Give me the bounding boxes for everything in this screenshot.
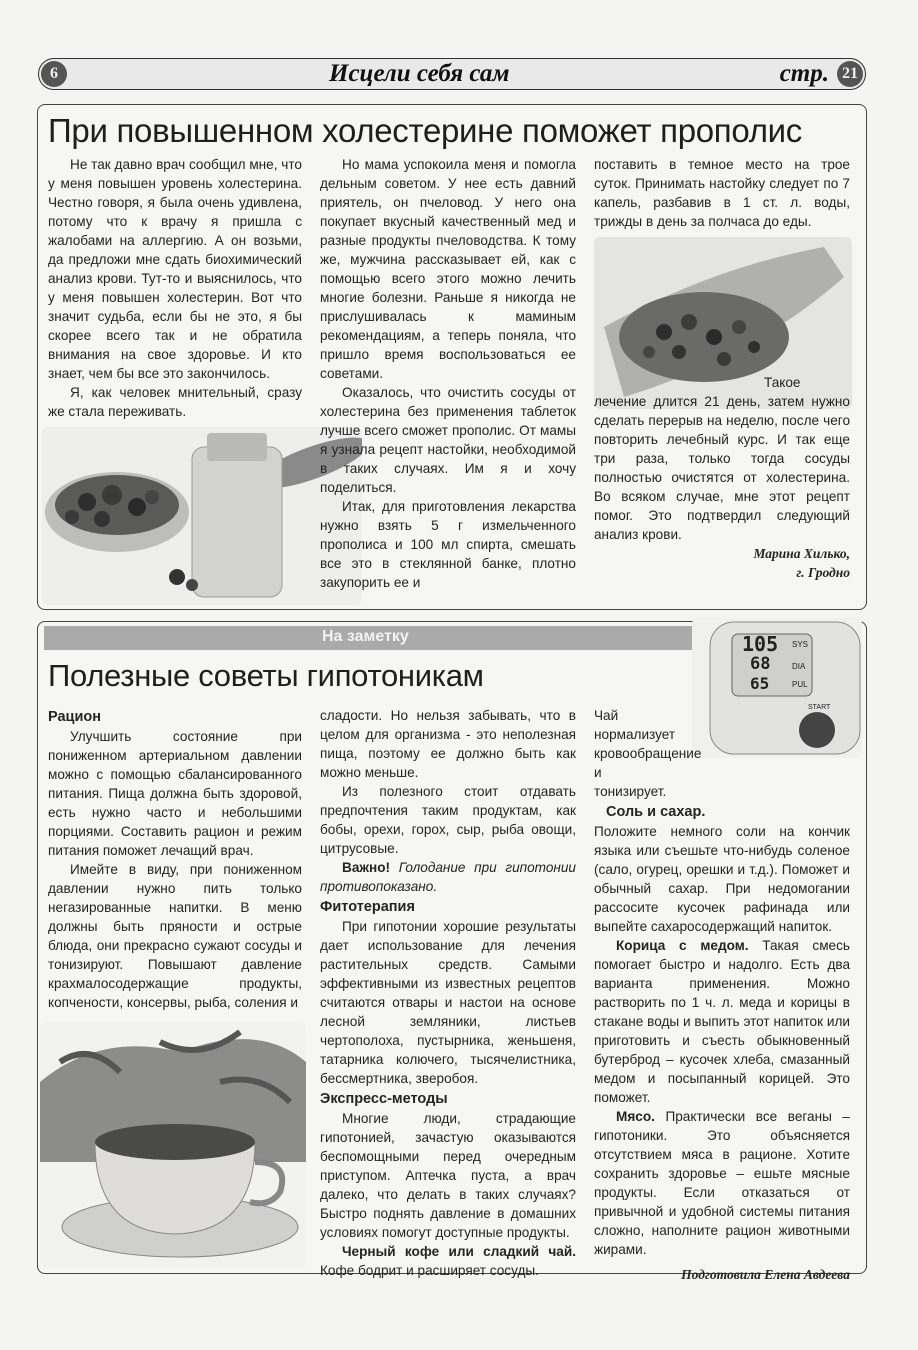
monitor-pul-value: 65 — [750, 674, 770, 693]
paragraph: Многие люди, страдающие гипотонией, зачастую оказываются беспомощными перед очередным приступом. Аптечка пуста, а врач далеко, что делать в таких случаях? Быстро поднять давление в домашних условиях помогут доступные продукты. — [320, 1111, 576, 1240]
important-text: Голодание при гипотонии противопоказано. — [320, 860, 576, 894]
propolis-image — [42, 427, 362, 605]
article-column-3 — [594, 155, 850, 231]
important-label: Важно! — [342, 860, 391, 875]
page-number-left: 6 — [41, 61, 67, 87]
monitor-sys-value: 105 — [742, 632, 779, 656]
paragraph: сладости. Но нельзя забывать, что в целом для организма - это неполезная пища, поэтому ее должно быть как можно меньше. — [320, 708, 576, 780]
cinnamon-tip — [594, 936, 850, 1107]
paragraph: поставить в темное место на трое суток. Принимать настойку следует по 7 капель, разбавив в 1 ст. л. воды, трижды в день за полчаса до еды. — [594, 157, 850, 229]
herbal-tea-image — [40, 1022, 306, 1268]
monitor-start-label: START — [808, 704, 831, 711]
paragraph: Оказалось, что очистить сосуды от холестерина без применения таблеток лучше всего сможет прополис. От мамы я узнала рецепт настойки, необходимой в таких случаях. Им я и хочу поделиться. — [320, 385, 576, 495]
page-number-right: 21 — [837, 61, 863, 87]
coffee-label: Черный кофе или сладкий чай. — [342, 1244, 576, 1259]
page-header — [38, 58, 866, 90]
paragraph: При гипотонии хорошие результаты дает использование для лечения растительных средств. Самыми эффективными из известных рецептов считаются отвары и настои на основе лесной земляники, листьев чертополоха, пустырника, женьшеня, татарника колючего, тысячелистника, бессмертника, зверобоя. — [320, 919, 576, 1086]
section-heading-salt: Соль и сахар. — [606, 804, 706, 820]
coffee-text: Кофе бодрит и расширяет сосуды. — [320, 1263, 539, 1278]
monitor-dia-value: 68 — [750, 654, 771, 674]
meat-tip — [594, 1107, 850, 1259]
article-column-2 — [320, 706, 576, 1280]
page-label: стр. — [779, 60, 829, 87]
coffee-tip — [320, 1242, 576, 1280]
meat-text: Практически все веганы – гипотоники. Это объясняется отсутствием мяса в рационе. Хотите сохранить здоровье – ешьте мясные продукты. Если отказаться от привычной и удобной системы питания сложно, наполните рацион животными жирами. — [594, 1109, 850, 1257]
monitor-sys-label: SYS — [792, 640, 809, 649]
paragraph: Итак, для приготовления лекарства нужно взять 5 г измельченного прополиса и 100 мл спирта, смешать все это в стеклянной банке, плотно закупорить ее и — [320, 499, 576, 590]
article-propolis — [37, 104, 867, 610]
article-title: Полезные советы гипотоникам — [48, 658, 484, 693]
cinnamon-text: Такая смесь помогает быстро и надолго. Есть два варианта применения. Можно растворить по 1 ч. л. меда и корицы в стакане воды и выпить этот напиток или приготовить и съесть обыкновенный бутерброд – кусочек хлеба, смазанный медом и посыпанный корицей. Это поможет. — [594, 938, 850, 1105]
monitor-pul-label: PUL — [792, 680, 808, 689]
section-label: На заметку — [322, 628, 409, 645]
article-hypotension — [37, 621, 867, 1282]
section-heading-phyto: Фитотерапия — [320, 899, 415, 915]
monitor-dia-label: DIA — [792, 662, 806, 671]
meat-label: Мясо. — [616, 1109, 655, 1124]
paragraph: Такое лечение длится 21 день, затем нужно сделать перерыв на неделю, после чего повторить лечебный курс. И так еще три раза, только тогда сосуды полностью очистятся от холестерина. Во всяком случае, мне этот рецепт помог. Это подтвердил следующий анализ крови. — [594, 375, 850, 542]
paragraph: Улучшить состояние при пониженном артериальном давлении можно с помощью сбалансированного питания. Пища должна быть здоровой, есть нужно часто и небольшими порциями. Составить рацион и режим питания поможет лечащий врач. — [48, 729, 302, 858]
paragraph: Имейте в виду, при пониженном давлении нужно пить только негазированные напитки. В меню должны быть пряности и острые блюда, они прекрасно сужают сосуды и тонизируют. Повышают давление крахмалосодержащие продукты, копчености, консервы, рыба, соления и — [48, 862, 302, 1010]
cinnamon-label: Корица с медом. — [616, 938, 749, 953]
article-column-1 — [48, 155, 302, 421]
article-column-1 — [48, 706, 302, 1012]
paragraph: Чай нормализует кровообращение и тонизирует. — [594, 708, 702, 799]
section-heading-ration: Рацион — [48, 709, 101, 725]
paragraph: Я, как человек мнительный, сразу же стала переживать. — [48, 385, 302, 419]
article-title: При повышенном холестерине поможет прополис — [48, 112, 802, 149]
rubric-title: Исцели себя сам — [329, 60, 510, 87]
paragraph: Не так давно врач сообщил мне, что у меня повышен уровень холестерина. Честно говоря, я была очень удивлена, потому что к врачу я пришла с жалобами на аллергию. А он возьми, да предложи мне сдать биохимический анализ крови. Тут-то и выяснилось, что у меня повышен холестерин. Вот что значит судьба, если бы не это, я бы скорее всего так и не обратила внимания на свое здоровье. И кто знает, чем бы все это закончилось. — [48, 157, 302, 381]
article-column-2 — [320, 155, 576, 592]
paragraph: Из полезного стоит отдавать предпочтения таким продуктам, как бобы, орехи, горох, сыр, рыба овощи, цитрусовые. — [320, 784, 576, 856]
author-signature: Подготовила Елена Авдеева — [681, 1267, 850, 1282]
paragraph: Положите немного соли на кончик языка или съешьте что-нибудь соленое (сало, огурец, орешки и т.д.). Поможет и обычный сахар. При недомогании рассосите кусочек рафинада или выпейте сахаросодержащий напиток. — [594, 824, 850, 934]
paragraph: Но мама успокоила меня и помогла дельным советом. У нее есть давний приятель, он пчеловод. У него она покупает вкусный качественный мед и разные продукты пчеловодства. К тому же, мужчина рассказывает ей, как с помощью всего этого можно лечить многие болезни. Раньше я никогда не прислушивалась к маминым рекомендациям, а теперь поняла, что пришло время воспользоваться ее советами. — [320, 157, 576, 381]
author-city: г. Гродно — [796, 565, 850, 580]
article-column-3 — [594, 706, 850, 1284]
section-heading-express: Экспресс-методы — [320, 1091, 448, 1107]
important-note — [320, 858, 576, 896]
article-column-3b — [594, 373, 850, 582]
author-name: Марина Хилько, — [753, 546, 850, 561]
